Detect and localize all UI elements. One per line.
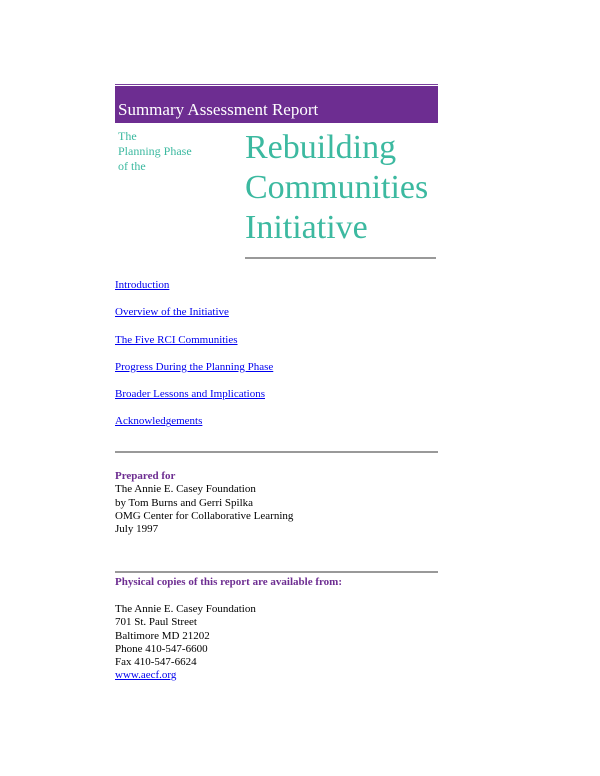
prepared-section [115,470,293,536]
contact-address [115,603,256,683]
page-title [245,128,445,248]
toc-link-lessons[interactable]: Broader Lessons and Implications [115,388,265,401]
subtitle-line: The [118,129,137,143]
toc-link-progress[interactable]: Progress During the Planning Phase [115,360,274,373]
toc-item [115,306,273,333]
report-banner: Summary Assessment Report [115,86,438,123]
prepared-line: OMG Center for Collaborative Learning [115,509,294,522]
toc-link-communities[interactable]: The Five RCI Communities [115,333,238,346]
copies-heading: Physical copies of this report are available from: [115,576,342,588]
toc-link-overview[interactable]: Overview of the Initiative [115,306,229,319]
subtitle-line: Planning Phase [118,144,192,158]
prepared-line: by Tom Burns and Gerri Spilka [115,496,254,509]
table-of-contents [115,279,273,443]
subtitle [118,129,228,174]
address-line: Baltimore MD 21202 [115,629,210,642]
address-line: 701 St. Paul Street [115,616,197,629]
title-divider [245,257,436,259]
toc-item [115,388,273,415]
copies-heading-block [115,576,342,589]
phone-line: Phone 410-547-6600 [115,642,208,655]
website-link[interactable]: www.aecf.org [115,669,177,682]
address-line: The Annie E. Casey Foundation [115,603,256,615]
title-line: Communities [245,169,429,206]
prepared-line: July 1997 [115,523,159,536]
toc-link-acknowledgements[interactable]: Acknowledgements [115,415,203,428]
toc-item [115,361,273,388]
section-divider [115,451,438,453]
prepared-heading: Prepared for [115,470,176,482]
title-line: Initiative [245,209,368,246]
fax-line: Fax 410-547-6624 [115,656,197,669]
toc-item [115,334,273,361]
section-divider [115,571,438,573]
toc-item [115,415,273,442]
toc-item [115,279,273,306]
prepared-line: The Annie E. Casey Foundation [115,483,256,496]
toc-link-introduction[interactable]: Introduction [115,279,170,291]
title-line: Rebuilding [245,129,397,166]
top-rule [115,84,438,85]
subtitle-line: of the [118,159,146,173]
